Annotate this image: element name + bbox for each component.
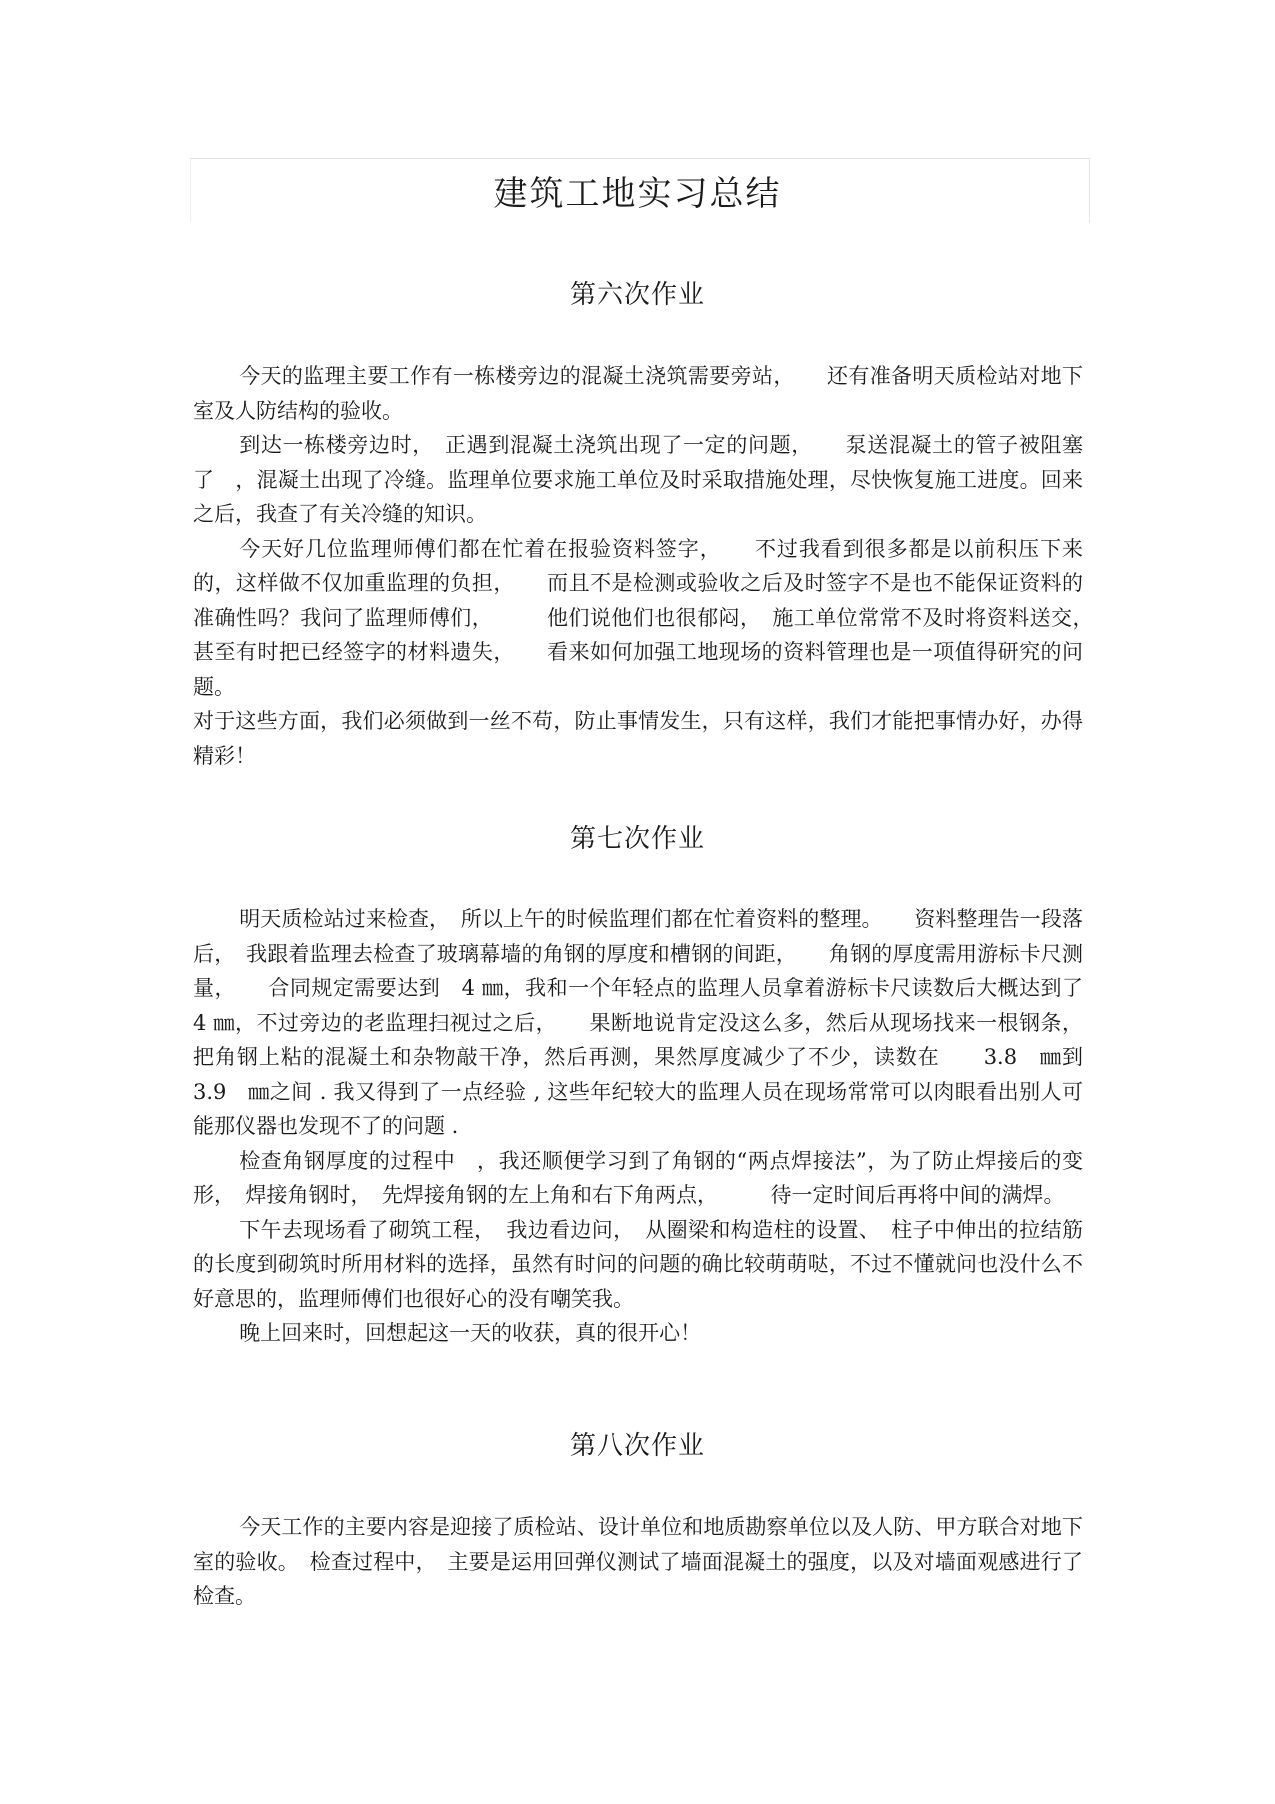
paragraph: 下午去现场看了砌筑工程， 我边看边问， 从圈梁和构造柱的设置、 柱子中伸出的拉结筋的长度到砌筑时所用材料的选择，虽然有时问的问题的确比较萌萌哒，不过不懂就问也没什么不好意思的，监理师傅们也很好心的没有嘲笑我。: [193, 1217, 1083, 1311]
section-heading-7: 第七次作业: [569, 824, 705, 854]
document-title: 建筑工地实习总结: [493, 174, 782, 214]
section-body-8: [193, 1510, 1083, 1614]
section-heading-8: 第八次作业: [569, 1431, 705, 1461]
paragraph: 明天质检站过来检查， 所以上午的时候监理们都在忙着资料的整理。 资料整理告一段落后， 我跟着监理去检查了玻璃幕墙的角钢的厚度和槽钢的间距， 角钢的厚度需用游标卡尺测量， 合同规定需要达到 4 ㎜，我和一个年轻点的监理人员拿着游标卡尺读数后大概达到了 4 ㎜，不过旁边的老监理扫视过之后， 果断地说肯定没这么多，然后从现场找来一根钢条，把角钢上粘的混凝土和杂物敲干净，然后再测，果然厚度减少了不少，读数在 3.8 ㎜到 3.9 ㎜之间 . 我又得到了一点经验 , 这些年纪较大的监理人员在现场常常可以肉眼看出别人可能那仪器也发现不了的问题 .: [193, 907, 1125, 1138]
paragraph: 检查角钢厚度的过程中 ，我还顺便学习到了角钢的“两点焊接法”，为了防止焊接后的变形， 焊接角钢时， 先焊接角钢的左上角和右下角两点， 待一定时间后再将中间的满焊。: [193, 1148, 1083, 1207]
paragraph: 今天工作的主要内容是迎接了质检站、设计单位和地质勘察单位以及人防、甲方联合对地下室的验收。 检查过程中， 主要是运用回弹仪测试了墙面混凝土的强度，以及对墙面观感进行了检查。: [193, 1515, 1083, 1608]
paragraph: 今天好几位监理师傅们都在忙着在报验资料签字， 不过我看到很多都是以前积压下来的，这样做不仅加重监理的负担， 而且不是检测或验收之后及时签字不是也不能保证资料的准确性吗？我问了监理师傅们， 他们说他们也很郁闷， 施工单位常常不及时将资料送交， 甚至有时把已经签字的材料遗失， 看来如何加强工地现场的资料管理也是一项值得研究的问题。: [193, 536, 1125, 699]
section-body-7: [193, 902, 1125, 1351]
section-heading-6: 第六次作业: [569, 280, 705, 310]
paragraph: 今天的监理主要工作有一栋楼旁边的混凝土浇筑需要旁站， 还有准备明天质检站对地下室及人防结构的验收。: [193, 364, 1083, 423]
paragraph: 晚上回来时，回想起这一天的收获，真的很开心！: [239, 1321, 702, 1345]
paragraph: 到达一栋楼旁边时， 正遇到混凝土浇筑出现了一定的问题， 泵送混凝土的管子被阻塞了 ，混凝土出现了冷缝。监理单位要求施工单位及时采取措施处理，尽快恢复施工进度。回来之后，我查了有关冷缝的知识。: [193, 433, 1083, 526]
paragraph: 对于这些方面，我们必须做到一丝不苟，防止事情发生，只有这样，我们才能把事情办好，办得精彩！: [193, 709, 1083, 768]
section-body-6: [193, 359, 1125, 773]
